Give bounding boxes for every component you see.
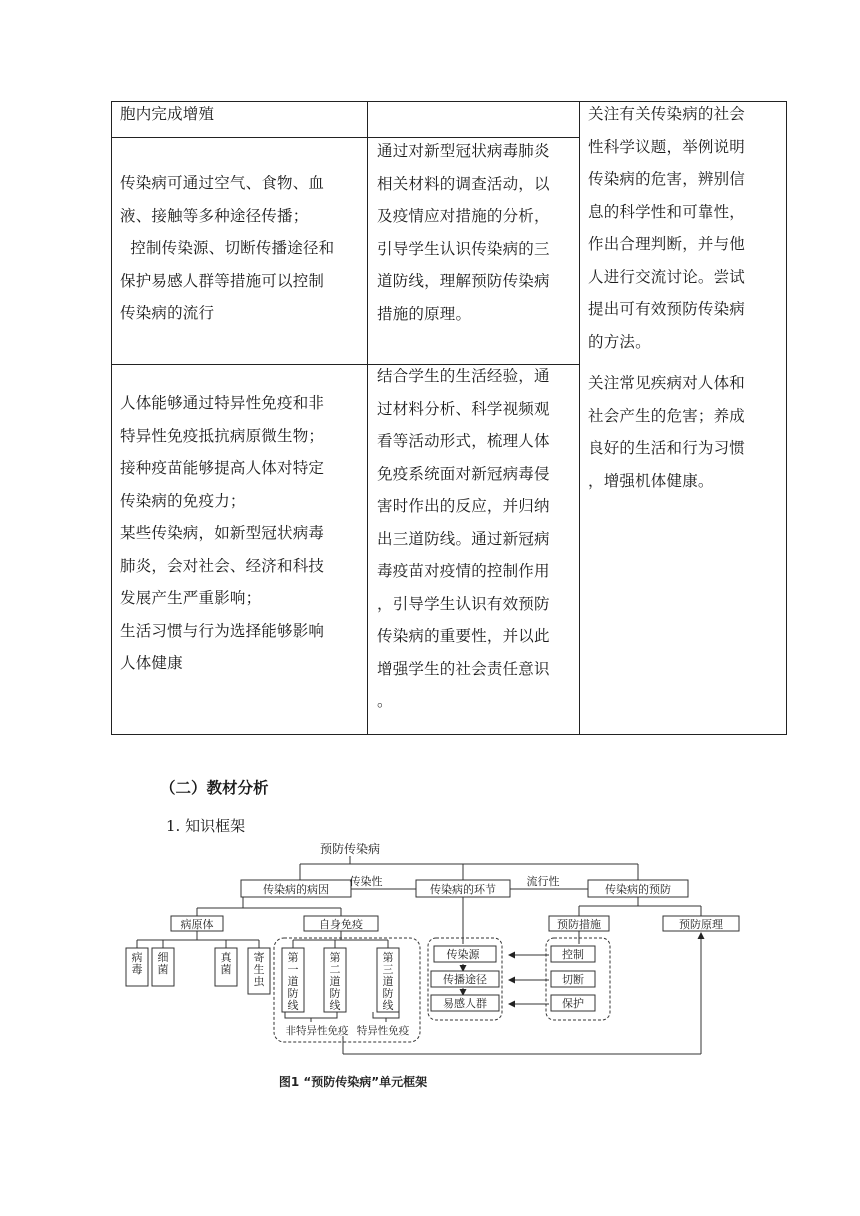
- source-label: 传染源: [446, 948, 480, 961]
- cell-line: ，增强机体健康。: [588, 471, 714, 490]
- cell-line: 道防线，理解预防传染病: [377, 272, 550, 290]
- cell-line: 控制传染源、切断传播途径和: [120, 239, 335, 257]
- parasite-label: 寄生虫: [253, 951, 265, 988]
- protect-label: 保护: [562, 997, 584, 1010]
- bacteria-label: 细菌: [157, 951, 169, 976]
- table-cell: [120, 167, 334, 330]
- cell-line: 接种疫苗能够提高人体对特定: [120, 459, 325, 477]
- knowledge-framework-diagram: [113, 836, 723, 1096]
- cell-line: 。: [377, 692, 393, 710]
- principle-label: 预防原理: [679, 918, 723, 931]
- epidemic-label: 流行性: [526, 875, 560, 888]
- cell-line: 引导学生认识传染病的三: [377, 239, 550, 258]
- curriculum-table: [111, 101, 787, 735]
- pathogen-label: 病原体: [180, 918, 214, 931]
- cell-line: 免疫系统面对新冠病毒侵: [377, 464, 550, 483]
- cell-line: 液、接触等多种途径传播；: [120, 206, 309, 225]
- cell-line: 通过对新型冠状病毒肺炎: [377, 142, 550, 160]
- cell-line: 毒疫苗对疫情的控制作用: [377, 562, 550, 580]
- measures-label: 预防措施: [557, 918, 601, 931]
- root-label: 预防传染病: [319, 842, 381, 856]
- line-1-label: 第一道防线: [287, 951, 299, 1012]
- cell-text: 胞内完成增殖: [120, 105, 215, 123]
- link-label: 传染病的环节: [430, 883, 496, 896]
- cell-line: 保护易感人群等措施可以控制: [120, 271, 325, 290]
- cell-line: 社会产生的危害；养成: [588, 406, 746, 425]
- table-cell: [377, 135, 550, 330]
- cell-line: ，引导学生认识有效预防: [377, 594, 550, 613]
- cell-line: 提出可有效预防传染病: [588, 300, 746, 318]
- cause-label: 传染病的病因: [263, 883, 329, 896]
- cell-line: 传染病的危害，辨别信: [588, 170, 746, 188]
- infectivity-label: 传染性: [349, 875, 383, 888]
- cell-line: 人体能够通过特异性免疫和非: [120, 394, 325, 412]
- cell-line: 相关材料的调查活动，以: [377, 174, 550, 193]
- cell-line: 某些传染病，如新型冠状病毒: [120, 524, 325, 542]
- cell-line: 人进行交流讨论。尝试: [588, 267, 746, 286]
- cell-line: 结合学生的生活经验，通: [377, 367, 550, 385]
- line-3-label: 第三道防线: [382, 951, 394, 1012]
- control-label: 控制: [562, 948, 584, 961]
- cell-line: 生活习惯与行为选择能够影响: [120, 621, 325, 640]
- table-cell: [377, 360, 550, 718]
- line-2-label: 第二道防线: [329, 951, 341, 1012]
- cell-line: 肺炎，会对社会、经济和科技: [120, 556, 325, 575]
- cell-line: 特异性免疫抵抗病原微生物；: [120, 426, 325, 445]
- susceptible-label: 易感人群: [443, 997, 487, 1010]
- cut-label: 切断: [562, 973, 584, 986]
- section-heading: （二）教材分析: [160, 779, 269, 797]
- figure-caption: 图1 “预防传染病”单元框架: [278, 1075, 428, 1089]
- cell-line: 传染病的免疫力；: [120, 491, 246, 510]
- cell-line: 及疫情应对措施的分析，: [377, 207, 550, 225]
- specific-label: 特异性免疫: [356, 1025, 410, 1037]
- prevention-label: 传染病的预防: [605, 883, 671, 896]
- subsection-heading: 1. 知识框架: [166, 817, 246, 835]
- cell-line: 出三道防线。通过新冠病: [377, 529, 550, 548]
- table-divider-2: [579, 102, 580, 734]
- cell-line: 的方法。: [588, 332, 651, 351]
- cell-line: 息的科学性和可靠性，: [588, 202, 746, 221]
- route-label: 传播途径: [443, 973, 487, 986]
- table-cell: [120, 387, 324, 680]
- cell-line: 发展产生严重影响；: [120, 589, 262, 607]
- cell-line: 关注有关传染病的社会: [588, 105, 746, 123]
- cell-line: 传染病可通过空气、食物、血: [120, 174, 325, 192]
- table-cell: [588, 367, 745, 497]
- cell-line: 过材料分析、科学视频观: [377, 399, 550, 418]
- table-cell: [588, 98, 745, 358]
- fungi-label: 真菌: [220, 951, 232, 976]
- virus-label: 病毒: [131, 951, 143, 976]
- table-divider-1: [367, 102, 368, 734]
- cell-line: 作出合理判断，并与他: [588, 235, 746, 253]
- cell-line: 性科学议题，举例说明: [588, 137, 746, 156]
- cell-line: 关注常见疾病对人体和: [588, 374, 746, 392]
- cell-line: 措施的原理。: [377, 304, 472, 323]
- cell-line: 传染病的流行: [120, 304, 215, 322]
- cell-line: 传染病的重要性，并以此: [377, 627, 550, 645]
- cell-line: 增强学生的社会责任意识: [377, 659, 550, 678]
- immunity-label: 自身免疫: [319, 918, 363, 931]
- cell-line: 人体健康: [120, 654, 183, 672]
- cell-line: 良好的生活和行为习惯: [588, 439, 746, 457]
- cell-line: 看等活动形式，梳理人体: [377, 432, 550, 450]
- table-cell: [120, 98, 214, 131]
- cell-line: 害时作出的反应，并归纳: [377, 497, 550, 515]
- nonspecific-label: 非特异性免疫: [285, 1025, 349, 1037]
